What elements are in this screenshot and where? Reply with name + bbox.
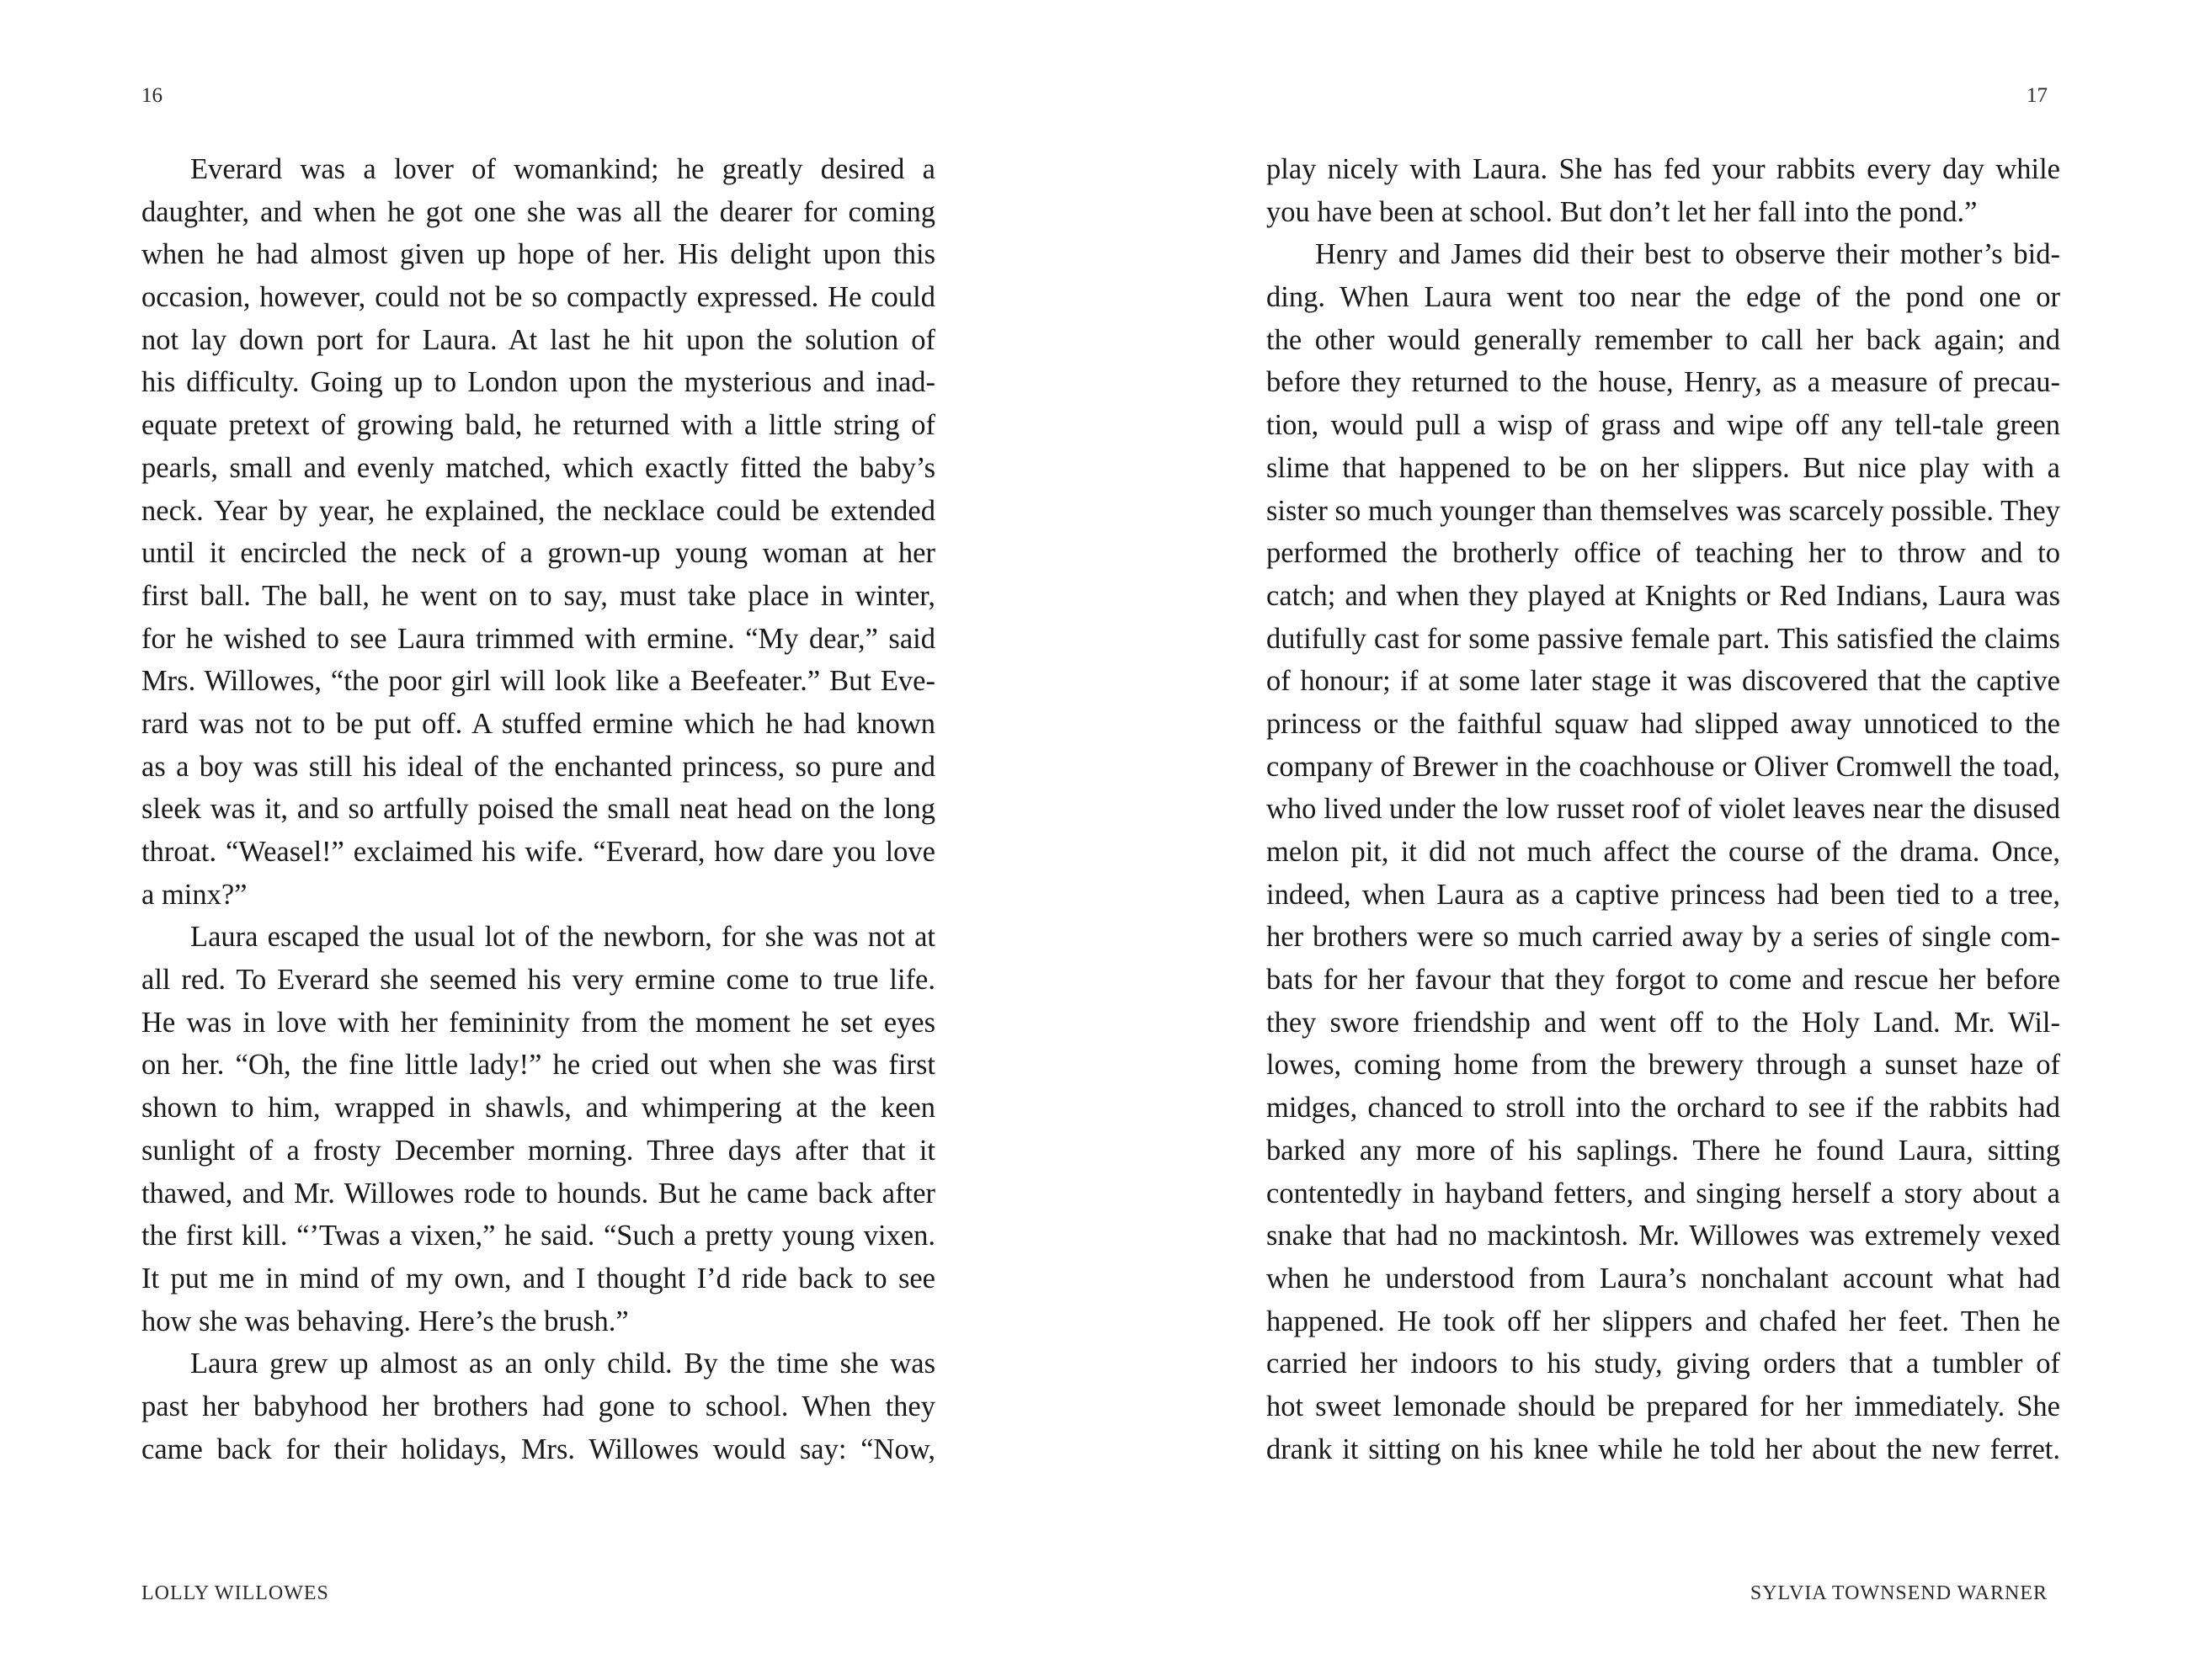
text-line: sleek was it, and so artfully poised the small neat head on the long — [141, 793, 935, 826]
text-line: of honour; if at some later stage it was discovered that the captive — [1266, 665, 2060, 698]
text-line: carried her indoors to his study, giving orders that a tumbler of — [1266, 1348, 2060, 1380]
page-number: 16 — [141, 84, 162, 107]
text-line: pearls, small and evenly matched, which exactly fitted the baby’s — [141, 451, 935, 484]
right-page — [1094, 0, 2189, 1680]
text-line: for he wished to see Laura trimmed with ermine. “My dear,” said — [141, 622, 935, 655]
body-text — [1266, 148, 2060, 1470]
text-line: the first kill. “’Twas a vixen,” he said. “Such a pretty young vixen. — [141, 1220, 935, 1252]
text-line: indeed, when Laura as a captive princess had been tied to a tree, — [1266, 878, 2060, 911]
text-line: the other would generally remember to call her back again; and — [1266, 323, 2060, 356]
text-line: Henry and James did their best to observe their mother’s bid- — [1315, 238, 2060, 271]
text-line: not lay down port for Laura. At last he hit upon the solution of — [141, 323, 935, 356]
text-line: slime that happened to be on her slippers. But nice play with a — [1266, 451, 2060, 484]
text-line: until it encircled the neck of a grown-up young woman at her — [141, 537, 935, 570]
text-line: a minx?” — [141, 878, 248, 911]
text-line: melon pit, it did not much affect the course of the drama. Once, — [1266, 836, 2060, 868]
text-line: Laura escaped the usual lot of the newborn, for she was not at — [190, 921, 935, 954]
text-line: princess or the faithful squaw had slipped away unnoticed to the — [1266, 707, 2060, 740]
text-line: when he had almost given up hope of her. His delight upon this — [141, 238, 935, 271]
text-line: ding. When Laura went too near the edge of the pond one or — [1266, 281, 2060, 314]
left-page — [0, 0, 1094, 1680]
text-line: sister so much younger than themselves was scarcely possible. They — [1266, 494, 2060, 527]
text-line: dutifully cast for some passive female part. This satisfied the claims — [1266, 622, 2060, 655]
text-line: catch; and when they played at Knights or Red Indians, Laura was — [1266, 579, 2060, 612]
text-line: they swore friendship and went off to the Holy Land. Mr. Wil- — [1266, 1006, 2060, 1039]
text-line: bats for her favour that they forgot to come and rescue her before — [1266, 964, 2060, 997]
text-line: shown to him, wrapped in shawls, and whimpering at the keen — [141, 1092, 935, 1124]
text-line: her brothers were so much carried away by a series of single com- — [1266, 921, 2060, 954]
text-line: barked any more of his saplings. There he found Laura, sitting — [1266, 1134, 2060, 1167]
text-line: when he understood from Laura’s nonchalant account what had — [1266, 1262, 2060, 1295]
running-foot-book-title: LOLLY WILLOWES — [141, 1582, 329, 1604]
text-line: how she was behaving. Here’s the brush.” — [141, 1305, 629, 1337]
text-line: before they returned to the house, Henry, as a measure of precau- — [1266, 366, 2060, 399]
text-line: play nicely with Laura. She has fed your rabbits every day while — [1266, 153, 2060, 185]
text-line: It put me in mind of my own, and I thought I’d ride back to see — [141, 1262, 935, 1295]
text-line: as a boy was still his ideal of the enchanted princess, so pure and — [141, 750, 935, 783]
text-line: Mrs. Willowes, “the poor girl will look like a Beefeater.” But Eve- — [141, 665, 935, 698]
text-line: He was in love with her femininity from the moment he set eyes — [141, 1006, 935, 1039]
text-line: throat. “Weasel!” exclaimed his wife. “Everard, how dare you love — [141, 836, 935, 868]
text-line: happened. He took off her slippers and chafed her feet. Then he — [1266, 1305, 2060, 1337]
text-line: came back for their holidays, Mrs. Willowes would say: “Now, — [141, 1433, 935, 1465]
text-line: past her babyhood her brothers had gone to school. When they — [141, 1390, 935, 1422]
text-line: on her. “Oh, the fine little lady!” he cried out when she was first — [141, 1049, 935, 1082]
text-line: who lived under the low russet roof of violet leaves near the disused — [1266, 793, 2060, 826]
text-line: snake that had no mackintosh. Mr. Willowes was extremely vexed — [1266, 1220, 2060, 1252]
text-line: first ball. The ball, he went on to say, must take place in winter, — [141, 579, 935, 612]
text-line: you have been at school. But don’t let her fall into the pond.” — [1266, 195, 1978, 228]
text-line: thawed, and Mr. Willowes rode to hounds. But he came back after — [141, 1177, 935, 1209]
text-line: neck. Year by year, he explained, the necklace could be extended — [141, 494, 935, 527]
running-foot-author: SYLVIA TOWNSEND WARNER — [1750, 1582, 2048, 1604]
text-line: tion, would pull a wisp of grass and wipe off any tell-tale green — [1266, 409, 2060, 442]
text-line: equate pretext of growing bald, he returned with a little string of — [141, 409, 935, 442]
text-line: drank it sitting on his knee while he told her about the new ferret. — [1266, 1433, 2060, 1465]
text-line: occasion, however, could not be so compactly expressed. He could — [141, 281, 935, 314]
text-line: his difficulty. Going up to London upon the mysterious and inad- — [141, 366, 935, 399]
page-number: 17 — [2027, 84, 2048, 107]
text-line: company of Brewer in the coachhouse or Oliver Cromwell the toad, — [1266, 750, 2060, 783]
text-line: all red. To Everard she seemed his very ermine come to true life. — [141, 964, 935, 997]
text-line: Everard was a lover of womankind; he greatly desired a — [190, 153, 935, 185]
text-line: midges, chanced to stroll into the orchard to see if the rabbits had — [1266, 1092, 2060, 1124]
text-line: contentedly in hayband fetters, and singing herself a story about a — [1266, 1177, 2060, 1209]
text-line: Laura grew up almost as an only child. By the time she was — [190, 1348, 935, 1380]
text-line: hot sweet lemonade should be prepared for her immediately. She — [1266, 1390, 2060, 1422]
text-line: daughter, and when he got one she was all the dearer for coming — [141, 195, 935, 228]
text-line: sunlight of a frosty December morning. Three days after that it — [141, 1134, 935, 1167]
text-line: performed the brotherly office of teaching her to throw and to — [1266, 537, 2060, 570]
text-line: lowes, coming home from the brewery through a sunset haze of — [1266, 1049, 2060, 1082]
body-text — [141, 148, 935, 1470]
text-line: rard was not to be put off. A stuffed ermine which he had known — [141, 707, 935, 740]
